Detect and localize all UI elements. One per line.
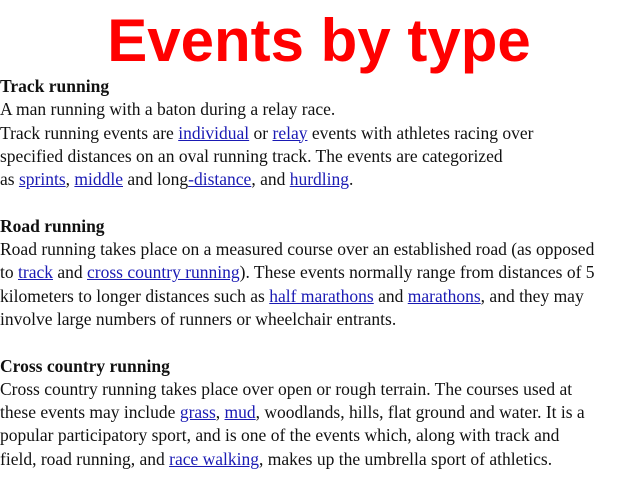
link-relay[interactable]: relay	[272, 122, 308, 143]
link-sprints[interactable]: sprints	[18, 169, 66, 190]
paragraph-track	[0, 122, 638, 192]
text: involve large numbers of runners or wheelchair entrants.	[0, 308, 397, 329]
link-hurdling[interactable]: hurdling	[289, 169, 350, 190]
section-track-running	[0, 75, 638, 191]
text: Road running takes place on a measured course over an established road (as opposed	[0, 239, 595, 260]
text: field, road running, and	[0, 448, 170, 469]
text: , and	[251, 169, 290, 190]
link-grass[interactable]: grass	[179, 402, 216, 423]
text: and	[373, 285, 408, 306]
text: as	[0, 169, 19, 190]
slide-body	[0, 75, 638, 471]
text: ,	[215, 402, 225, 423]
text: and long	[123, 169, 189, 190]
text: or	[249, 122, 273, 143]
text: kilometers to longer distances such as	[0, 285, 270, 306]
text: these events may include	[0, 402, 180, 423]
text: specified distances on an oval running track. The events are categorized	[0, 145, 503, 166]
link-distance[interactable]: -distance	[188, 169, 252, 190]
text: ). These events normally range from distances of 5	[239, 262, 595, 283]
text: , woodlands, hills, flat ground and water. It is a	[255, 402, 585, 423]
text: and	[52, 262, 88, 283]
link-individual[interactable]: individual	[178, 122, 250, 143]
link-track[interactable]: track	[18, 262, 53, 283]
section-heading: Cross country running	[0, 355, 170, 376]
text: to	[0, 262, 18, 283]
section-road-running	[0, 215, 638, 331]
link-marathons[interactable]: marathons	[407, 285, 481, 306]
image-caption: A man running with a baton during a relay race.	[0, 99, 336, 120]
page-title: Events by type	[107, 7, 531, 74]
paragraph-road	[0, 238, 638, 331]
section-heading: Track running	[0, 76, 110, 96]
text: events with athletes racing over	[307, 122, 534, 143]
spacer	[0, 191, 638, 214]
link-race-walking[interactable]: race walking	[169, 448, 260, 469]
spacer	[0, 331, 638, 354]
link-mud[interactable]: mud	[224, 402, 256, 423]
link-half-marathons[interactable]: half marathons	[269, 285, 374, 306]
link-middle[interactable]: middle	[74, 169, 123, 190]
text: .	[349, 169, 354, 190]
text: , and they may	[480, 285, 584, 306]
section-cross-country-running	[0, 355, 638, 471]
paragraph-cross-country	[0, 378, 638, 471]
text: ,	[65, 169, 75, 190]
text: popular participatory sport, and is one of the events which, along with track and	[0, 425, 560, 446]
text: Cross country running takes place over open or rough terrain. The courses used at	[0, 378, 573, 399]
text: , makes up the umbrella sport of athletics.	[259, 448, 553, 469]
link-cross-country-running[interactable]: cross country running	[87, 262, 240, 283]
section-heading: Road running	[0, 215, 105, 236]
text: Track running events are	[0, 122, 179, 143]
